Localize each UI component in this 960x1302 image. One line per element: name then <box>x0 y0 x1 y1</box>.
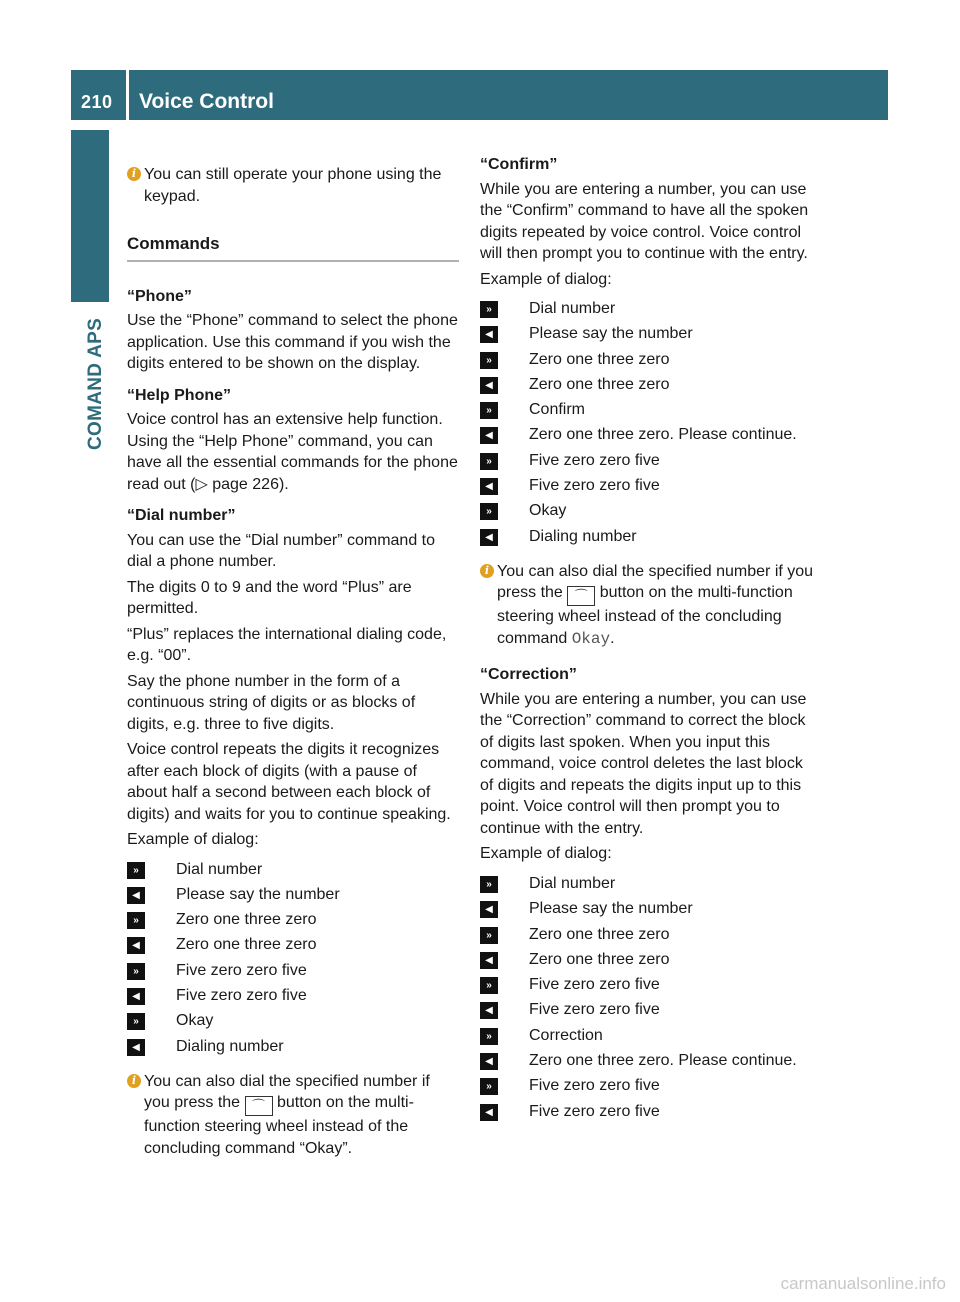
commands-heading: Commands <box>127 233 459 262</box>
info-note-keypad <box>127 164 459 207</box>
dialog-line-text: Five zero zero five <box>529 477 660 495</box>
dialog-example <box>480 298 815 551</box>
speaking-person-icon: » <box>480 1028 498 1045</box>
page-header <box>71 70 888 120</box>
dialog-line-text: Five zero zero five <box>176 986 307 1004</box>
dialog-example <box>480 873 815 1126</box>
side-tab-label: COMAND APS <box>85 317 106 450</box>
dialog-line <box>127 960 459 985</box>
dial-number-text-2: The digits 0 to 9 and the word “Plus” are permitted. <box>127 578 412 617</box>
dialog-line <box>480 450 815 475</box>
dialog-line-text: Dial number <box>176 860 263 878</box>
dialog-line <box>127 934 459 959</box>
dialog-line-text: Five zero zero five <box>529 1001 660 1019</box>
side-tab <box>85 317 106 470</box>
watermark: carmanualsonline.info <box>780 1274 946 1293</box>
dialog-line <box>480 1075 815 1100</box>
dialog-line <box>480 1025 815 1050</box>
dialog-line-text: Zero one three zero <box>529 375 670 393</box>
dialog-example-label: Example of dialog: <box>480 845 612 863</box>
correction-command-text: While you are entering a number, you can use the “Correction” command to correct the block of digits last spoken. When you input this command, voice control deletes the last block of digits and repeats the digits input up to this point. Voice control will then prompt you to continue with the entry. <box>480 690 807 837</box>
dialog-line-text: Five zero zero five <box>176 961 307 979</box>
dialog-line-text: Five zero zero five <box>529 976 660 994</box>
speaking-person-icon: » <box>480 977 498 994</box>
phone-command-title: “Phone” <box>127 287 192 305</box>
dialog-line <box>480 475 815 500</box>
speaking-person-icon: » <box>480 927 498 944</box>
page-number: 210 <box>81 92 113 112</box>
info-text: You can still operate your phone using the keypad. <box>144 166 442 205</box>
help-phone-command-title: “Help Phone” <box>127 386 232 404</box>
info-note-phone-button <box>480 561 815 651</box>
speaker-icon: ◀ <box>127 937 145 954</box>
info-icon: i <box>127 1074 141 1088</box>
help-phone-command-text: Voice control has an extensive help function. Using the “Help Phone” command, you can have all the essential commands for the phone read out (▷ page 226). <box>127 411 458 493</box>
info-text-b: button on the multi-function steering wheel instead of the concluding command <box>497 584 793 647</box>
speaking-person-icon: » <box>127 912 145 929</box>
speaking-person-icon: » <box>480 1078 498 1095</box>
dialog-line-text: Zero one three zero. Please continue. <box>529 1052 797 1070</box>
dialog-line-text: Five zero zero five <box>529 451 660 469</box>
speaker-icon: ◀ <box>480 1053 498 1070</box>
dial-number-text-3: “Plus” replaces the international dialing code, e.g. “00”. <box>127 625 447 664</box>
info-text-b: button on the multi-function steering wheel instead of the concluding command “Okay”. <box>144 1094 414 1157</box>
correction-command-title: “Correction” <box>480 666 577 684</box>
speaker-icon: ◀ <box>480 427 498 444</box>
dialog-line-text: Dial number <box>529 874 616 892</box>
dialog-line <box>127 1036 459 1061</box>
left-column <box>127 154 459 1173</box>
dialog-line <box>480 399 815 424</box>
speaker-icon: ◀ <box>127 887 145 904</box>
dialog-line-text: Okay <box>529 502 567 520</box>
header-divider <box>126 70 129 120</box>
dialog-line-text: Okay <box>176 1012 214 1030</box>
dialog-line-text: Zero one three zero <box>176 936 317 954</box>
dialog-line-text: Please say the number <box>176 885 340 903</box>
info-code: Okay <box>571 629 611 648</box>
dialog-line <box>480 974 815 999</box>
speaking-person-icon: » <box>127 862 145 879</box>
dialog-line-text: Five zero zero five <box>529 1077 660 1095</box>
info-icon: i <box>127 167 141 181</box>
dialog-line-text: Please say the number <box>529 325 693 343</box>
speaker-icon: ◀ <box>480 1002 498 1019</box>
confirm-command-text: While you are entering a number, you can use the “Confirm” command to have all the spoken digits repeated by voice control. Voice control will then prompt you to continue with the entry. <box>480 180 809 262</box>
dialog-line <box>480 424 815 449</box>
info-text-c: . <box>610 629 615 647</box>
speaker-icon: ◀ <box>480 901 498 918</box>
speaker-icon: ◀ <box>480 326 498 343</box>
dialog-line <box>127 884 459 909</box>
dialog-example-label: Example of dialog: <box>127 831 259 848</box>
info-note-phone-button <box>127 1071 459 1160</box>
dialog-example <box>127 859 459 1061</box>
dialog-line-text: Zero one three zero <box>529 350 670 368</box>
dialog-line-text: Five zero zero five <box>529 1102 660 1120</box>
dial-number-text-1: You can use the “Dial number” command to dial a phone number. <box>127 531 436 570</box>
dialog-line <box>480 1050 815 1075</box>
dialog-line-text: Correction <box>529 1026 603 1044</box>
dialog-line-text: Zero one three zero <box>176 911 317 929</box>
speaking-person-icon: » <box>127 963 145 980</box>
dialog-line <box>480 898 815 923</box>
dial-number-text-5: Voice control repeats the digits it recognizes after each block of digits (with a pause of about half a second between each block of digits) and waits for you to continue speaking. <box>127 741 451 823</box>
dialog-line-text: Zero one three zero <box>529 950 670 968</box>
dialog-line <box>480 924 815 949</box>
dial-number-text-4: Say the phone number in the form of a continuous string of digits or as blocks of digits, e.g. three to five digits. <box>127 672 416 733</box>
speaking-person-icon: » <box>480 453 498 470</box>
dial-number-command-title: “Dial number” <box>127 507 236 524</box>
speaker-icon: ◀ <box>480 529 498 546</box>
info-text-a: You can also dial the specified number if you press the <box>497 562 814 602</box>
dialog-line <box>480 298 815 323</box>
dialog-line <box>480 1101 815 1126</box>
speaking-person-icon: » <box>480 876 498 893</box>
dialog-line <box>480 349 815 374</box>
dialog-line-text: Zero one three zero. Please continue. <box>529 426 797 444</box>
phone-button-icon: ⌒ <box>245 1096 273 1116</box>
dialog-line <box>127 985 459 1010</box>
dialog-line-text: Dialing number <box>529 527 637 545</box>
speaker-icon: ◀ <box>127 988 145 1005</box>
info-text-a: You can also dial the specified number if you press the <box>144 1072 430 1112</box>
dialog-example-label: Example of dialog: <box>480 270 612 288</box>
dialog-line <box>480 374 815 399</box>
dialog-line-text: Confirm <box>529 401 586 419</box>
dialog-line <box>480 873 815 898</box>
dialog-line <box>480 500 815 525</box>
dialog-line <box>127 859 459 884</box>
dialog-line-text: Please say the number <box>529 900 693 918</box>
speaking-person-icon: » <box>480 301 498 318</box>
speaker-icon: ◀ <box>480 478 498 495</box>
dialog-line <box>480 526 815 551</box>
speaker-icon: ◀ <box>480 952 498 969</box>
speaking-person-icon: » <box>480 352 498 369</box>
dialog-line <box>127 909 459 934</box>
dialog-line <box>127 1010 459 1035</box>
phone-button-icon: ⌒ <box>567 586 595 606</box>
speaker-icon: ◀ <box>480 377 498 394</box>
speaking-person-icon: » <box>480 402 498 419</box>
dialog-line-text: Dial number <box>529 300 616 317</box>
info-icon: i <box>480 564 494 578</box>
dialog-line <box>480 999 815 1024</box>
right-column <box>480 154 815 1136</box>
phone-command-text: Use the “Phone” command to select the phone application. Use this command if you wish the digits entered to be shown on the display. <box>127 312 458 372</box>
speaking-person-icon: » <box>480 503 498 520</box>
dialog-line <box>480 323 815 348</box>
speaker-icon: ◀ <box>127 1039 145 1056</box>
dialog-line-text: Dialing number <box>176 1037 284 1055</box>
speaker-icon: ◀ <box>480 1104 498 1121</box>
confirm-command-title: “Confirm” <box>480 156 558 173</box>
speaking-person-icon: » <box>127 1013 145 1030</box>
dialog-line-text: Zero one three zero <box>529 925 670 943</box>
page-title: Voice Control <box>139 90 274 113</box>
dialog-line <box>480 949 815 974</box>
side-tab-block <box>71 130 109 302</box>
